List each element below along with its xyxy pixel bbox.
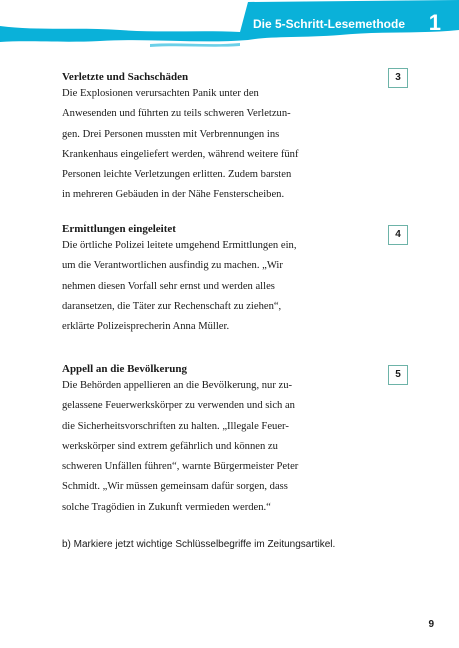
paragraph-line: Anwesenden und führten zu teils schweren Verletzun- [62, 108, 291, 120]
paragraph-line: erklärte Polizeisprecherin Anna Müller. [62, 321, 230, 333]
paragraph-line: schweren Unfällen führen“, warnte Bürgermeister Peter [62, 461, 299, 473]
section-heading: Appell an die Bevölkerung [62, 363, 187, 375]
paragraph-line: in mehreren Gebäuden in der Nähe Fensterscheiben. [62, 189, 285, 201]
article-section-injuries [62, 70, 322, 206]
paragraph-line: nehmen diesen Vorfall sehr ernst und werden alles [62, 280, 275, 292]
section-heading: Ermittlungen eingeleitet [62, 223, 176, 235]
paragraph-line: solche Tragödien in Zukunft vermieden werden.“ [62, 501, 271, 513]
article-section-investigation [62, 222, 322, 337]
paragraph-line: die Sicherheitsvorschriften zu halten. „Illegale Feuer- [62, 420, 289, 432]
chapter-title: Die 5-Schritt-Lesemethode [252, 17, 405, 31]
paragraph-line: Schmidt. „Wir müssen gemeinsam dafür sorgen, dass [62, 481, 288, 493]
paragraph-marker-box: 3 [388, 68, 408, 88]
paragraph-line: Die Behörden appellieren an die Bevölkerung, nur zu- [62, 380, 293, 391]
paragraph-line: gelassene Feuerwerkskörper zu verwenden und sich an [62, 400, 295, 412]
paragraph-line: werkskörper sind extrem gefährlich und können zu [62, 440, 278, 452]
paragraph-line: Personen leichte Verletzungen erlitten. Zudem barsten [62, 169, 292, 181]
paragraph-line: Die örtliche Polizei leitete umgehend Ermittlungen ein, [62, 240, 297, 251]
page-number: 9 [428, 619, 434, 630]
paragraph-line: Die Explosionen verursachten Panik unter den [62, 88, 259, 99]
section-heading: Verletzte und Sachschäden [62, 71, 189, 83]
chapter-header [0, 0, 459, 50]
paragraph-line: um die Verantwortlichen ausfindig zu machen. „Wir [62, 260, 283, 272]
article-section-appeal [62, 362, 322, 518]
paragraph-line: gen. Drei Personen mussten mit Verbrennungen ins [62, 128, 280, 140]
paragraph-line: Krankenhaus eingeliefert werden, während weitere fünf [62, 148, 299, 160]
paragraph-marker-box: 4 [388, 225, 408, 245]
paragraph-line: daransetzen, die Täter zur Rechenschaft zu ziehen“, [62, 300, 282, 312]
paragraph-marker-box: 5 [388, 365, 408, 385]
task-instruction: b) Markiere jetzt wichtige Schlüsselbegriffe im Zeitungsartikel. [62, 539, 336, 550]
chapter-number: 1 [428, 10, 441, 35]
